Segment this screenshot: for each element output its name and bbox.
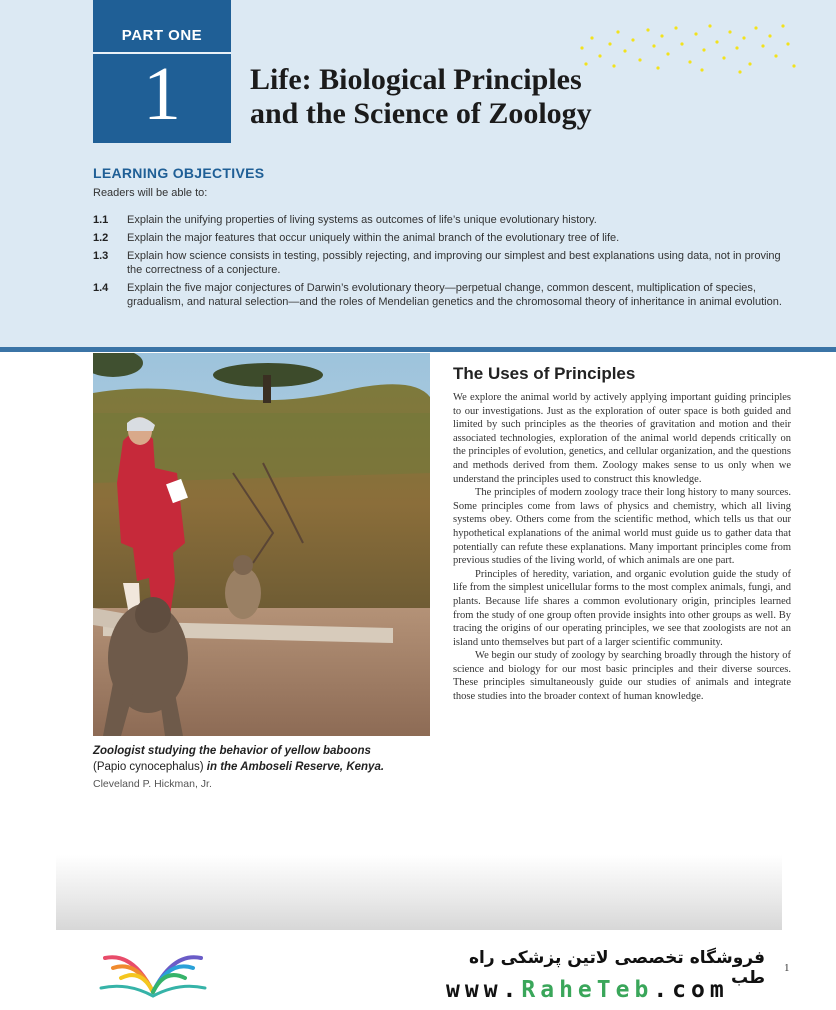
- photo-credit: Cleveland P. Hickman, Jr.: [93, 778, 212, 790]
- objective-text: Explain the major features that occur uniquely within the animal branch of the evolutionary tree of life.: [127, 232, 620, 244]
- store-url[interactable]: [446, 977, 766, 1003]
- page-number: 1: [784, 962, 790, 974]
- chapter-number: 1: [143, 52, 181, 136]
- section-body: [453, 391, 791, 704]
- learning-objectives-list: [93, 213, 793, 313]
- store-name: فروشگاه تخصصی لاتین پزشکی راه طب: [469, 948, 765, 988]
- objective-item: [93, 281, 793, 309]
- objective-number: 1.1: [93, 214, 109, 226]
- body-paragraph: We begin our study of zoology by searching broadly through the history of science and biology for our most basic principles and their diverse sources. These principles simultaneously guide our studies of animals and integrate those studies into the broader context of human knowledge.: [453, 650, 791, 703]
- objective-number: 1.4: [93, 282, 109, 294]
- url-brand: RaheTeb: [521, 977, 654, 1003]
- objective-item: [93, 231, 793, 245]
- learning-objectives-heading: LEARNING OBJECTIVES: [93, 165, 265, 181]
- open-book-logo-icon: [93, 942, 213, 1002]
- decorative-dots: [570, 18, 800, 78]
- url-suffix: .com: [653, 977, 729, 1003]
- objective-item: [93, 249, 793, 277]
- body-paragraph: The principles of modern zoology trace their long history to many sources. Some principles come from laws of physics and chemistry, which all living systems obey. Others come from the scientific method, which tells us that our hypothetical explanations of the animal world must guide us to gather data that potentially can refute these explanations. Many important principles come from previous studies of the living world, of which animals are one part.: [453, 487, 791, 567]
- caption-location: in the Amboseli Reserve, Kenya.: [203, 761, 385, 773]
- header-divider: [0, 347, 836, 352]
- chapter-title-line-2: and the Science of Zoology: [250, 97, 592, 130]
- learning-objectives-intro: Readers will be able to:: [93, 187, 208, 199]
- caption-species: (Papio cynocephalus): [93, 761, 204, 773]
- objective-text: Explain the unifying properties of living systems as outcomes of life’s unique evolutionary history.: [127, 214, 597, 226]
- objective-text: Explain how science consists in testing, possibly rejecting, and improving our simplest and best explanations using data, not in proving the correctness of a conjecture.: [127, 250, 781, 276]
- body-paragraph: Principles of heredity, variation, and organic evolution guide the study of life from the simplest unicellular forms to the most complex animals, fungi, and plants. Because life shares a common evolutionary origin, principles learned from the study of one group often provide insights into other groups as well. By tracing the origins of our operating principles, we see that zoologists are not an island unto themselves but part of a larger scientific community.: [453, 568, 791, 648]
- objective-number: 1.2: [93, 232, 109, 244]
- section-title: The Uses of Principles: [453, 364, 636, 383]
- caption-italic: Zoologist studying the behavior of yellow baboons: [93, 745, 371, 757]
- figure-caption: [93, 743, 433, 792]
- chapter-title-line-1: Life: Biological Principles: [250, 63, 582, 96]
- page-bottom-shadow: [56, 855, 782, 930]
- part-box: [93, 0, 231, 143]
- objective-number: 1.3: [93, 250, 109, 262]
- part-label: PART ONE: [121, 27, 203, 44]
- objective-item: [93, 213, 793, 227]
- url-prefix: www.: [446, 977, 522, 1003]
- objective-text: Explain the five major conjectures of Darwin’s evolutionary theory—perpetual change, common descent, multiplication of species, gradualism, and natural selection—and the roles of Mendelian genetics and the chromosomal theory of inheritance in animal evolution.: [127, 282, 782, 308]
- zoologist-baboon-photo: [93, 353, 430, 736]
- body-paragraph: We explore the animal world by actively applying important guiding principles to our investigations. Just as the exploration of outer space is both guided and limited by such principles as the theories of gravitation and motion and their associated technologies, exploration of the animal world depends critically on the principles of evolution, genetics, and cellular organization, and the questions and methods derived from them. Zoology makes sense to us only when we understand the principles used to construct this knowledge.: [453, 392, 791, 485]
